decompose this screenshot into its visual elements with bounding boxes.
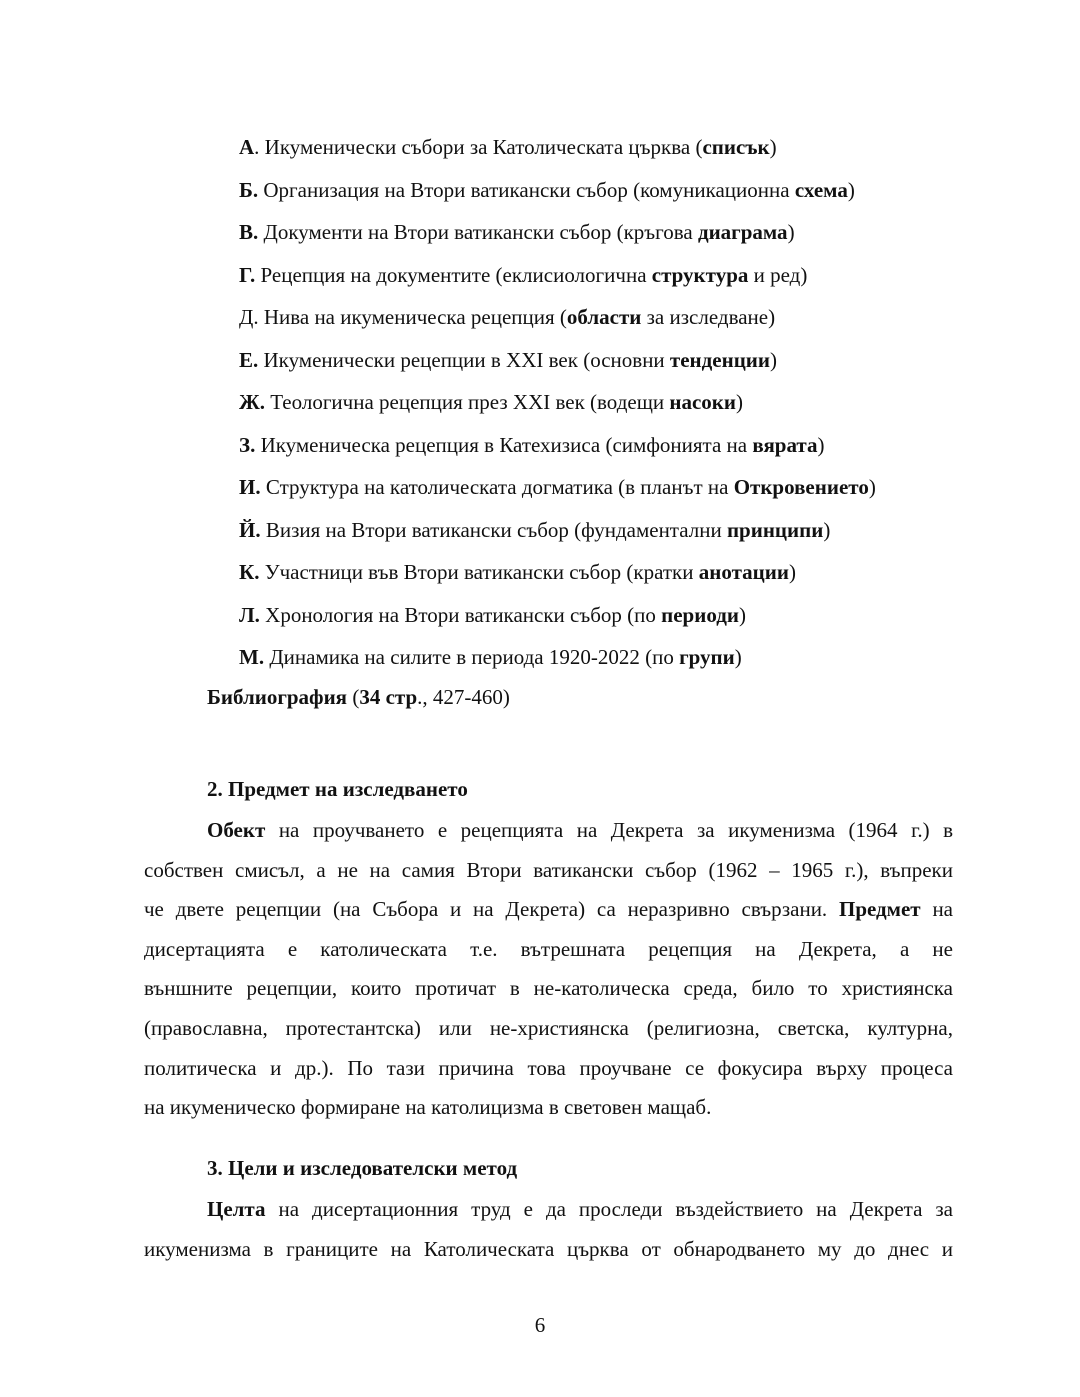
section-3-paragraph (144, 1190, 953, 1269)
section-3-heading: 3. Цели и изследователски метод (207, 1156, 518, 1180)
paragraph-line: външните рецепции, които протичат в не-католическа среда, било то християнска (144, 976, 953, 1001)
appendix-letter: Ж. (239, 390, 266, 414)
appendix-letter: Б. (239, 177, 259, 202)
appendix-item: В. Документи на Втори ватикански събор (кръгова диаграма) (239, 220, 795, 244)
appendix-item: Б. Организация на Втори ватикански събор (комуникационна схема) (239, 177, 855, 202)
section-2-paragraph (144, 811, 953, 1128)
appendix-item: И. Структура на католическата догматика (в планът на Откровението) (239, 475, 876, 499)
paragraph-line: политическа и др.). По тази причина това проучване се фокусира върху процеса (144, 1055, 953, 1080)
appendix-letter: А (239, 135, 255, 159)
paragraph-line: икуменизма в границите на Католическата църква от обнародването му до днес и (144, 1236, 953, 1261)
paragraph-line: на икуменическо формиране на католицизма в световен мащаб. (144, 1095, 712, 1120)
page-number: 6 (534, 1313, 546, 1337)
paragraph-line: дисертацията е католическата т.е. вътрешната рецепция на Декрета, а не (144, 936, 953, 961)
appendix-letter: Д. (239, 305, 259, 329)
appendix-item: Л. Хронология на Втори ватикански събор (по периоди) (239, 602, 746, 627)
bibliography-label: Библиография (207, 685, 348, 709)
paragraph-line: (православна, протестантска) или не-християнска (религиозна, светска, културна, (144, 1015, 953, 1040)
appendix-item: Й. Визия на Втори ватикански събор (фундаментални принципи) (239, 517, 831, 542)
appendix-item: Ж. Теологична рецепция през XXI век (водещи насоки) (239, 390, 743, 414)
appendix-letter: Л. (239, 602, 260, 627)
paragraph-line: Целта на дисертационния труд е да проследи въздействието на Декрета за (207, 1197, 953, 1221)
appendix-letter: К. (239, 560, 260, 584)
bibliography-pages: 34 стр (359, 685, 418, 709)
appendix-item: А. Икуменически събори за Католическата църква (списък) (239, 135, 777, 159)
appendix-list (239, 126, 876, 679)
paragraph-line: че двете рецепции (на Събора и на Декрета) са неразривно свързани. Предмет на (144, 897, 953, 922)
appendix-item: Г. Рецепция на документите (еклисиологична структура и ред) (239, 262, 808, 287)
paragraph-line: собствен смисъл, а не на самия Втори ватикански събор (1962 – 1965 г.), въпреки (144, 857, 953, 882)
appendix-item: Д. Нива на икуменическа рецепция (области за изследване) (239, 305, 776, 329)
appendix-letter: Е. (239, 347, 259, 372)
bibliography-line: Библиография (34 стр., 427-460) (207, 685, 510, 709)
appendix-letter: З. (239, 432, 256, 457)
appendix-letter: Й. (239, 517, 261, 542)
appendix-letter: М. (239, 645, 265, 669)
appendix-item: М. Динамика на силите в периода 1920-2022 (по групи) (239, 645, 742, 669)
appendix-letter: Г. (239, 262, 256, 287)
appendix-letter: В. (239, 220, 259, 244)
appendix-item: К. Участници във Втори ватикански събор (кратки анотации) (239, 560, 796, 584)
appendix-item: Е. Икуменически рецепции в XXI век (основни тенденции) (239, 347, 777, 372)
appendix-item: З. Икуменическа рецепция в Катехизиса (симфонията на вярата) (239, 432, 825, 457)
appendix-letter: И. (239, 475, 261, 499)
paragraph-line: Обект на проучването е рецепцията на Декрета за икуменизма (1964 г.) в (207, 818, 953, 842)
section-2-heading: 2. Предмет на изследването (207, 777, 468, 801)
